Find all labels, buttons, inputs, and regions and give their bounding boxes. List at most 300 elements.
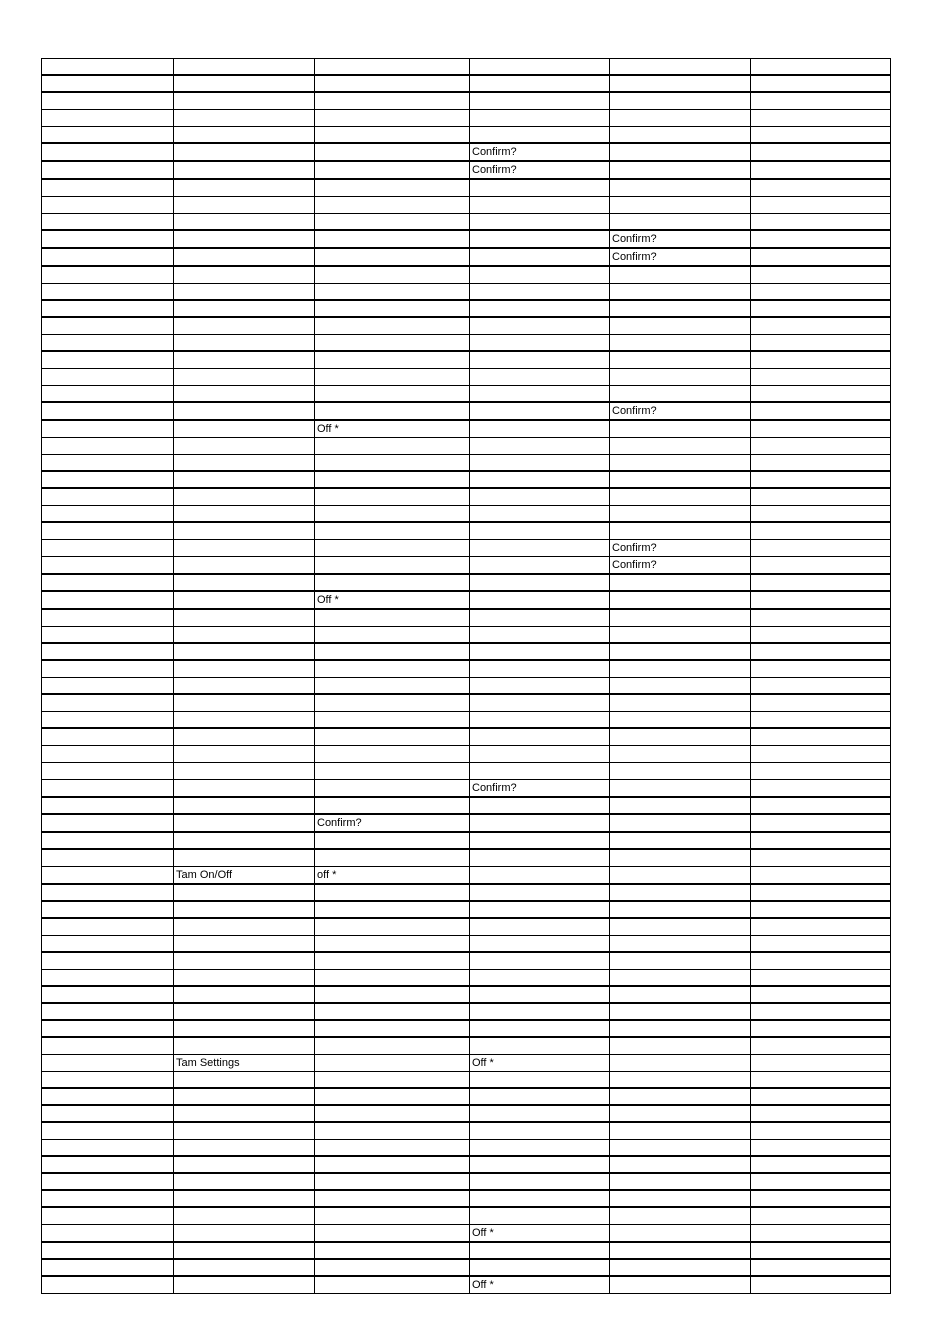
- sheet-cell[interactable]: [470, 266, 610, 284]
- sheet-cell[interactable]: [470, 627, 610, 644]
- sheet-cell[interactable]: [610, 814, 751, 832]
- sheet-cell[interactable]: [470, 763, 610, 780]
- sheet-cell[interactable]: [174, 1020, 315, 1037]
- sheet-cell[interactable]: [751, 1072, 891, 1089]
- sheet-cell[interactable]: [174, 591, 315, 609]
- sheet-cell[interactable]: [610, 1156, 751, 1173]
- sheet-cell[interactable]: [751, 143, 891, 161]
- sheet-cell[interactable]: [315, 797, 470, 814]
- sheet-cell[interactable]: [751, 1225, 891, 1243]
- sheet-cell[interactable]: [610, 197, 751, 214]
- sheet-cell[interactable]: Off *: [470, 1276, 610, 1294]
- sheet-cell[interactable]: [315, 402, 470, 420]
- sheet-cell[interactable]: [470, 1003, 610, 1020]
- sheet-cell[interactable]: [751, 1259, 891, 1276]
- sheet-cell[interactable]: [174, 728, 315, 746]
- sheet-cell[interactable]: [751, 849, 891, 867]
- sheet-cell[interactable]: [610, 438, 751, 455]
- sheet-cell[interactable]: [610, 712, 751, 729]
- sheet-cell[interactable]: [42, 197, 174, 214]
- sheet-cell[interactable]: [174, 780, 315, 798]
- sheet-cell[interactable]: [174, 1207, 315, 1225]
- sheet-cell[interactable]: [315, 936, 470, 953]
- sheet-cell[interactable]: [470, 1122, 610, 1140]
- sheet-cell[interactable]: [315, 506, 470, 523]
- sheet-cell[interactable]: [470, 1173, 610, 1190]
- sheet-cell[interactable]: [174, 936, 315, 953]
- sheet-cell[interactable]: [470, 1259, 610, 1276]
- sheet-cell[interactable]: [315, 386, 470, 403]
- sheet-cell[interactable]: [42, 557, 174, 575]
- sheet-cell[interactable]: [470, 438, 610, 455]
- sheet-cell[interactable]: [610, 471, 751, 488]
- sheet-cell[interactable]: Confirm?: [470, 143, 610, 161]
- sheet-cell[interactable]: [42, 266, 174, 284]
- sheet-cell[interactable]: [470, 369, 610, 386]
- sheet-cell[interactable]: [610, 1003, 751, 1020]
- sheet-cell[interactable]: [751, 867, 891, 885]
- sheet-cell[interactable]: [42, 660, 174, 678]
- sheet-cell[interactable]: [315, 849, 470, 867]
- sheet-cell[interactable]: [751, 59, 891, 76]
- sheet-cell[interactable]: [751, 369, 891, 386]
- sheet-cell[interactable]: [470, 694, 610, 712]
- sheet-cell[interactable]: [42, 780, 174, 798]
- sheet-cell[interactable]: [42, 763, 174, 780]
- sheet-cell[interactable]: [315, 1207, 470, 1225]
- sheet-cell[interactable]: [470, 746, 610, 763]
- sheet-cell[interactable]: [174, 763, 315, 780]
- sheet-cell[interactable]: [751, 832, 891, 849]
- sheet-cell[interactable]: [174, 901, 315, 918]
- sheet-cell[interactable]: [610, 970, 751, 987]
- sheet-cell[interactable]: [610, 763, 751, 780]
- sheet-cell[interactable]: [42, 386, 174, 403]
- sheet-cell[interactable]: [610, 884, 751, 901]
- sheet-cell[interactable]: [610, 110, 751, 127]
- sheet-cell[interactable]: [174, 952, 315, 970]
- sheet-cell[interactable]: [42, 214, 174, 231]
- sheet-cell[interactable]: [470, 59, 610, 76]
- sheet-cell[interactable]: [174, 230, 315, 248]
- sheet-cell[interactable]: [315, 986, 470, 1003]
- sheet-cell[interactable]: [610, 609, 751, 627]
- sheet-cell[interactable]: [42, 1156, 174, 1173]
- sheet-cell[interactable]: [42, 179, 174, 197]
- sheet-cell[interactable]: [315, 1156, 470, 1173]
- sheet-cell[interactable]: [174, 420, 315, 438]
- sheet-cell[interactable]: [315, 1122, 470, 1140]
- sheet-cell[interactable]: [315, 266, 470, 284]
- sheet-cell[interactable]: [174, 161, 315, 179]
- sheet-cell[interactable]: [174, 455, 315, 472]
- sheet-cell[interactable]: [470, 522, 610, 540]
- sheet-cell[interactable]: Confirm?: [470, 780, 610, 798]
- sheet-cell[interactable]: [174, 970, 315, 987]
- sheet-cell[interactable]: [470, 884, 610, 901]
- sheet-cell[interactable]: [42, 574, 174, 591]
- sheet-cell[interactable]: [751, 574, 891, 591]
- sheet-cell[interactable]: [610, 284, 751, 301]
- sheet-cell[interactable]: [315, 901, 470, 918]
- sheet-cell[interactable]: [610, 746, 751, 763]
- sheet-cell[interactable]: [751, 970, 891, 987]
- sheet-cell[interactable]: [315, 832, 470, 849]
- sheet-cell[interactable]: Confirm?: [315, 814, 470, 832]
- sheet-cell[interactable]: [751, 660, 891, 678]
- sheet-cell[interactable]: [174, 1276, 315, 1294]
- sheet-cell[interactable]: [470, 386, 610, 403]
- sheet-cell[interactable]: [42, 970, 174, 987]
- sheet-cell[interactable]: [42, 110, 174, 127]
- sheet-cell[interactable]: Off *: [315, 591, 470, 609]
- sheet-cell[interactable]: [174, 1105, 315, 1122]
- sheet-cell[interactable]: [42, 1225, 174, 1243]
- sheet-cell[interactable]: [42, 1037, 174, 1055]
- sheet-cell[interactable]: [315, 643, 470, 660]
- sheet-cell[interactable]: [42, 1190, 174, 1207]
- sheet-cell[interactable]: [42, 918, 174, 936]
- sheet-cell[interactable]: [42, 849, 174, 867]
- sheet-cell[interactable]: Tam On/Off: [174, 867, 315, 885]
- sheet-cell[interactable]: [42, 1105, 174, 1122]
- sheet-cell[interactable]: [42, 678, 174, 695]
- sheet-cell[interactable]: [610, 522, 751, 540]
- sheet-cell[interactable]: [315, 488, 470, 506]
- sheet-cell[interactable]: [42, 143, 174, 161]
- sheet-cell[interactable]: [751, 1003, 891, 1020]
- sheet-cell[interactable]: [42, 420, 174, 438]
- sheet-cell[interactable]: [751, 1173, 891, 1190]
- sheet-cell[interactable]: [610, 1105, 751, 1122]
- sheet-cell[interactable]: [174, 59, 315, 76]
- sheet-cell[interactable]: [470, 797, 610, 814]
- sheet-cell[interactable]: [42, 746, 174, 763]
- sheet-cell[interactable]: [174, 386, 315, 403]
- sheet-cell[interactable]: [610, 918, 751, 936]
- sheet-cell[interactable]: [315, 248, 470, 266]
- sheet-cell[interactable]: [174, 471, 315, 488]
- sheet-cell[interactable]: [610, 678, 751, 695]
- sheet-cell[interactable]: [42, 300, 174, 317]
- sheet-cell[interactable]: [42, 455, 174, 472]
- sheet-cell[interactable]: [174, 1225, 315, 1243]
- sheet-cell[interactable]: [315, 179, 470, 197]
- sheet-cell[interactable]: [470, 75, 610, 92]
- sheet-cell[interactable]: [751, 694, 891, 712]
- sheet-cell[interactable]: [42, 248, 174, 266]
- sheet-cell[interactable]: [610, 351, 751, 369]
- sheet-cell[interactable]: [42, 161, 174, 179]
- sheet-cell[interactable]: [470, 1020, 610, 1037]
- sheet-cell[interactable]: [315, 540, 470, 557]
- sheet-cell[interactable]: off *: [315, 867, 470, 885]
- sheet-cell[interactable]: [610, 1055, 751, 1072]
- sheet-cell[interactable]: [610, 1259, 751, 1276]
- sheet-cell[interactable]: [174, 214, 315, 231]
- sheet-cell[interactable]: [470, 1242, 610, 1259]
- sheet-cell[interactable]: [610, 455, 751, 472]
- sheet-cell[interactable]: [174, 402, 315, 420]
- sheet-cell[interactable]: [42, 1173, 174, 1190]
- sheet-cell[interactable]: Confirm?: [610, 230, 751, 248]
- sheet-cell[interactable]: [174, 557, 315, 575]
- sheet-cell[interactable]: [470, 300, 610, 317]
- sheet-cell[interactable]: [751, 1088, 891, 1105]
- sheet-cell[interactable]: [315, 557, 470, 575]
- sheet-cell[interactable]: [470, 92, 610, 110]
- sheet-cell[interactable]: [470, 214, 610, 231]
- sheet-cell[interactable]: [174, 506, 315, 523]
- sheet-cell[interactable]: [470, 1190, 610, 1207]
- sheet-cell[interactable]: [751, 161, 891, 179]
- sheet-cell[interactable]: [42, 1003, 174, 1020]
- sheet-cell[interactable]: [751, 317, 891, 335]
- sheet-cell[interactable]: [610, 867, 751, 885]
- sheet-cell[interactable]: [751, 557, 891, 575]
- sheet-cell[interactable]: [315, 438, 470, 455]
- sheet-cell[interactable]: [751, 506, 891, 523]
- sheet-cell[interactable]: [315, 694, 470, 712]
- sheet-cell[interactable]: [470, 420, 610, 438]
- sheet-cell[interactable]: [470, 591, 610, 609]
- sheet-cell[interactable]: [470, 867, 610, 885]
- sheet-cell[interactable]: [470, 284, 610, 301]
- sheet-cell[interactable]: [751, 75, 891, 92]
- sheet-cell[interactable]: [174, 1003, 315, 1020]
- sheet-cell[interactable]: [610, 127, 751, 144]
- sheet-cell[interactable]: [315, 197, 470, 214]
- sheet-cell[interactable]: [174, 1088, 315, 1105]
- sheet-cell[interactable]: [751, 746, 891, 763]
- sheet-cell[interactable]: [174, 1173, 315, 1190]
- sheet-cell[interactable]: [751, 179, 891, 197]
- sheet-cell[interactable]: [42, 884, 174, 901]
- sheet-cell[interactable]: [174, 918, 315, 936]
- sheet-cell[interactable]: [610, 591, 751, 609]
- sheet-cell[interactable]: [470, 832, 610, 849]
- sheet-cell[interactable]: [315, 455, 470, 472]
- sheet-cell[interactable]: [315, 1259, 470, 1276]
- sheet-cell[interactable]: [610, 179, 751, 197]
- sheet-cell[interactable]: [751, 643, 891, 660]
- sheet-cell[interactable]: [610, 161, 751, 179]
- sheet-cell[interactable]: [610, 694, 751, 712]
- sheet-cell[interactable]: [42, 1072, 174, 1089]
- sheet-cell[interactable]: [315, 284, 470, 301]
- sheet-cell[interactable]: [470, 1140, 610, 1157]
- sheet-cell[interactable]: [42, 1122, 174, 1140]
- sheet-cell[interactable]: [610, 797, 751, 814]
- sheet-cell[interactable]: [610, 986, 751, 1003]
- sheet-cell[interactable]: [315, 1276, 470, 1294]
- sheet-cell[interactable]: [174, 1156, 315, 1173]
- sheet-cell[interactable]: [315, 660, 470, 678]
- sheet-cell[interactable]: [470, 488, 610, 506]
- sheet-cell[interactable]: [751, 471, 891, 488]
- sheet-cell[interactable]: [470, 574, 610, 591]
- sheet-cell[interactable]: [610, 317, 751, 335]
- sheet-cell[interactable]: [174, 849, 315, 867]
- sheet-cell[interactable]: [470, 609, 610, 627]
- sheet-cell[interactable]: [42, 402, 174, 420]
- sheet-cell[interactable]: [470, 230, 610, 248]
- sheet-cell[interactable]: [42, 814, 174, 832]
- sheet-cell[interactable]: [751, 797, 891, 814]
- sheet-cell[interactable]: [610, 266, 751, 284]
- sheet-cell[interactable]: [470, 936, 610, 953]
- sheet-cell[interactable]: [315, 952, 470, 970]
- sheet-cell[interactable]: [315, 127, 470, 144]
- sheet-cell[interactable]: [751, 420, 891, 438]
- sheet-cell[interactable]: [751, 110, 891, 127]
- sheet-cell[interactable]: [610, 1276, 751, 1294]
- sheet-cell[interactable]: [174, 797, 315, 814]
- sheet-cell[interactable]: [610, 901, 751, 918]
- sheet-cell[interactable]: [470, 110, 610, 127]
- sheet-cell[interactable]: [42, 1020, 174, 1037]
- sheet-cell[interactable]: [315, 627, 470, 644]
- sheet-cell[interactable]: [751, 1020, 891, 1037]
- sheet-cell[interactable]: [610, 952, 751, 970]
- sheet-cell[interactable]: [315, 1173, 470, 1190]
- sheet-cell[interactable]: [174, 317, 315, 335]
- sheet-cell[interactable]: [470, 351, 610, 369]
- sheet-cell[interactable]: [751, 127, 891, 144]
- sheet-cell[interactable]: [174, 197, 315, 214]
- sheet-cell[interactable]: [174, 1122, 315, 1140]
- sheet-cell[interactable]: [174, 627, 315, 644]
- sheet-cell[interactable]: [751, 1122, 891, 1140]
- sheet-cell[interactable]: [470, 1105, 610, 1122]
- sheet-cell[interactable]: [751, 591, 891, 609]
- sheet-cell[interactable]: [751, 609, 891, 627]
- sheet-cell[interactable]: [751, 627, 891, 644]
- sheet-cell[interactable]: Confirm?: [610, 402, 751, 420]
- sheet-cell[interactable]: [751, 438, 891, 455]
- sheet-cell[interactable]: [174, 643, 315, 660]
- sheet-cell[interactable]: [610, 832, 751, 849]
- sheet-cell[interactable]: [751, 284, 891, 301]
- sheet-cell[interactable]: [610, 143, 751, 161]
- sheet-cell[interactable]: [174, 986, 315, 1003]
- sheet-cell[interactable]: [315, 351, 470, 369]
- sheet-cell[interactable]: [470, 248, 610, 266]
- sheet-cell[interactable]: [42, 488, 174, 506]
- sheet-cell[interactable]: [315, 471, 470, 488]
- sheet-cell[interactable]: [751, 1190, 891, 1207]
- sheet-cell[interactable]: [751, 1055, 891, 1072]
- sheet-cell[interactable]: [470, 712, 610, 729]
- sheet-cell[interactable]: [42, 351, 174, 369]
- sheet-cell[interactable]: [315, 970, 470, 987]
- sheet-cell[interactable]: [751, 712, 891, 729]
- sheet-cell[interactable]: [315, 780, 470, 798]
- sheet-cell[interactable]: [42, 728, 174, 746]
- sheet-cell[interactable]: [751, 455, 891, 472]
- sheet-cell[interactable]: [610, 1020, 751, 1037]
- sheet-cell[interactable]: [174, 609, 315, 627]
- sheet-cell[interactable]: [315, 918, 470, 936]
- sheet-cell[interactable]: Tam Settings: [174, 1055, 315, 1072]
- sheet-cell[interactable]: [470, 197, 610, 214]
- sheet-cell[interactable]: Off *: [470, 1225, 610, 1243]
- sheet-cell[interactable]: [610, 1190, 751, 1207]
- sheet-cell[interactable]: [470, 814, 610, 832]
- sheet-cell[interactable]: [610, 59, 751, 76]
- sheet-cell[interactable]: [470, 952, 610, 970]
- sheet-cell[interactable]: [751, 884, 891, 901]
- sheet-cell[interactable]: [610, 506, 751, 523]
- sheet-cell[interactable]: [470, 1088, 610, 1105]
- sheet-cell[interactable]: [315, 884, 470, 901]
- sheet-cell[interactable]: [470, 471, 610, 488]
- sheet-cell[interactable]: [174, 266, 315, 284]
- sheet-cell[interactable]: [610, 214, 751, 231]
- sheet-cell[interactable]: Confirm?: [470, 161, 610, 179]
- sheet-cell[interactable]: [751, 351, 891, 369]
- sheet-cell[interactable]: [315, 335, 470, 352]
- sheet-cell[interactable]: [315, 574, 470, 591]
- sheet-cell[interactable]: [42, 986, 174, 1003]
- sheet-cell[interactable]: [751, 214, 891, 231]
- sheet-cell[interactable]: [42, 1140, 174, 1157]
- sheet-cell[interactable]: [610, 849, 751, 867]
- sheet-cell[interactable]: [315, 763, 470, 780]
- sheet-cell[interactable]: [174, 540, 315, 557]
- sheet-cell[interactable]: Off *: [315, 420, 470, 438]
- sheet-cell[interactable]: [315, 214, 470, 231]
- sheet-cell[interactable]: [470, 506, 610, 523]
- sheet-cell[interactable]: [42, 627, 174, 644]
- sheet-cell[interactable]: [610, 488, 751, 506]
- sheet-cell[interactable]: [174, 832, 315, 849]
- sheet-cell[interactable]: [751, 386, 891, 403]
- sheet-cell[interactable]: [470, 402, 610, 420]
- sheet-cell[interactable]: [42, 369, 174, 386]
- sheet-cell[interactable]: [174, 351, 315, 369]
- sheet-cell[interactable]: [42, 712, 174, 729]
- sheet-cell[interactable]: [315, 143, 470, 161]
- sheet-cell[interactable]: [42, 832, 174, 849]
- sheet-cell[interactable]: [751, 1140, 891, 1157]
- sheet-cell[interactable]: [42, 92, 174, 110]
- sheet-cell[interactable]: [470, 918, 610, 936]
- sheet-cell[interactable]: [42, 867, 174, 885]
- sheet-cell[interactable]: [315, 369, 470, 386]
- sheet-cell[interactable]: [174, 814, 315, 832]
- sheet-cell[interactable]: [315, 1225, 470, 1243]
- sheet-cell[interactable]: [174, 179, 315, 197]
- sheet-cell[interactable]: [174, 75, 315, 92]
- sheet-cell[interactable]: [470, 849, 610, 867]
- sheet-cell[interactable]: [470, 1037, 610, 1055]
- sheet-cell[interactable]: [610, 574, 751, 591]
- sheet-cell[interactable]: [315, 1190, 470, 1207]
- sheet-cell[interactable]: [315, 746, 470, 763]
- sheet-cell[interactable]: [174, 1140, 315, 1157]
- sheet-cell[interactable]: [470, 901, 610, 918]
- sheet-cell[interactable]: [42, 936, 174, 953]
- sheet-cell[interactable]: [315, 728, 470, 746]
- sheet-cell[interactable]: [42, 506, 174, 523]
- sheet-cell[interactable]: [42, 230, 174, 248]
- sheet-cell[interactable]: [174, 248, 315, 266]
- sheet-cell[interactable]: [174, 1072, 315, 1089]
- sheet-cell[interactable]: [751, 266, 891, 284]
- sheet-cell[interactable]: [174, 110, 315, 127]
- sheet-cell[interactable]: [470, 986, 610, 1003]
